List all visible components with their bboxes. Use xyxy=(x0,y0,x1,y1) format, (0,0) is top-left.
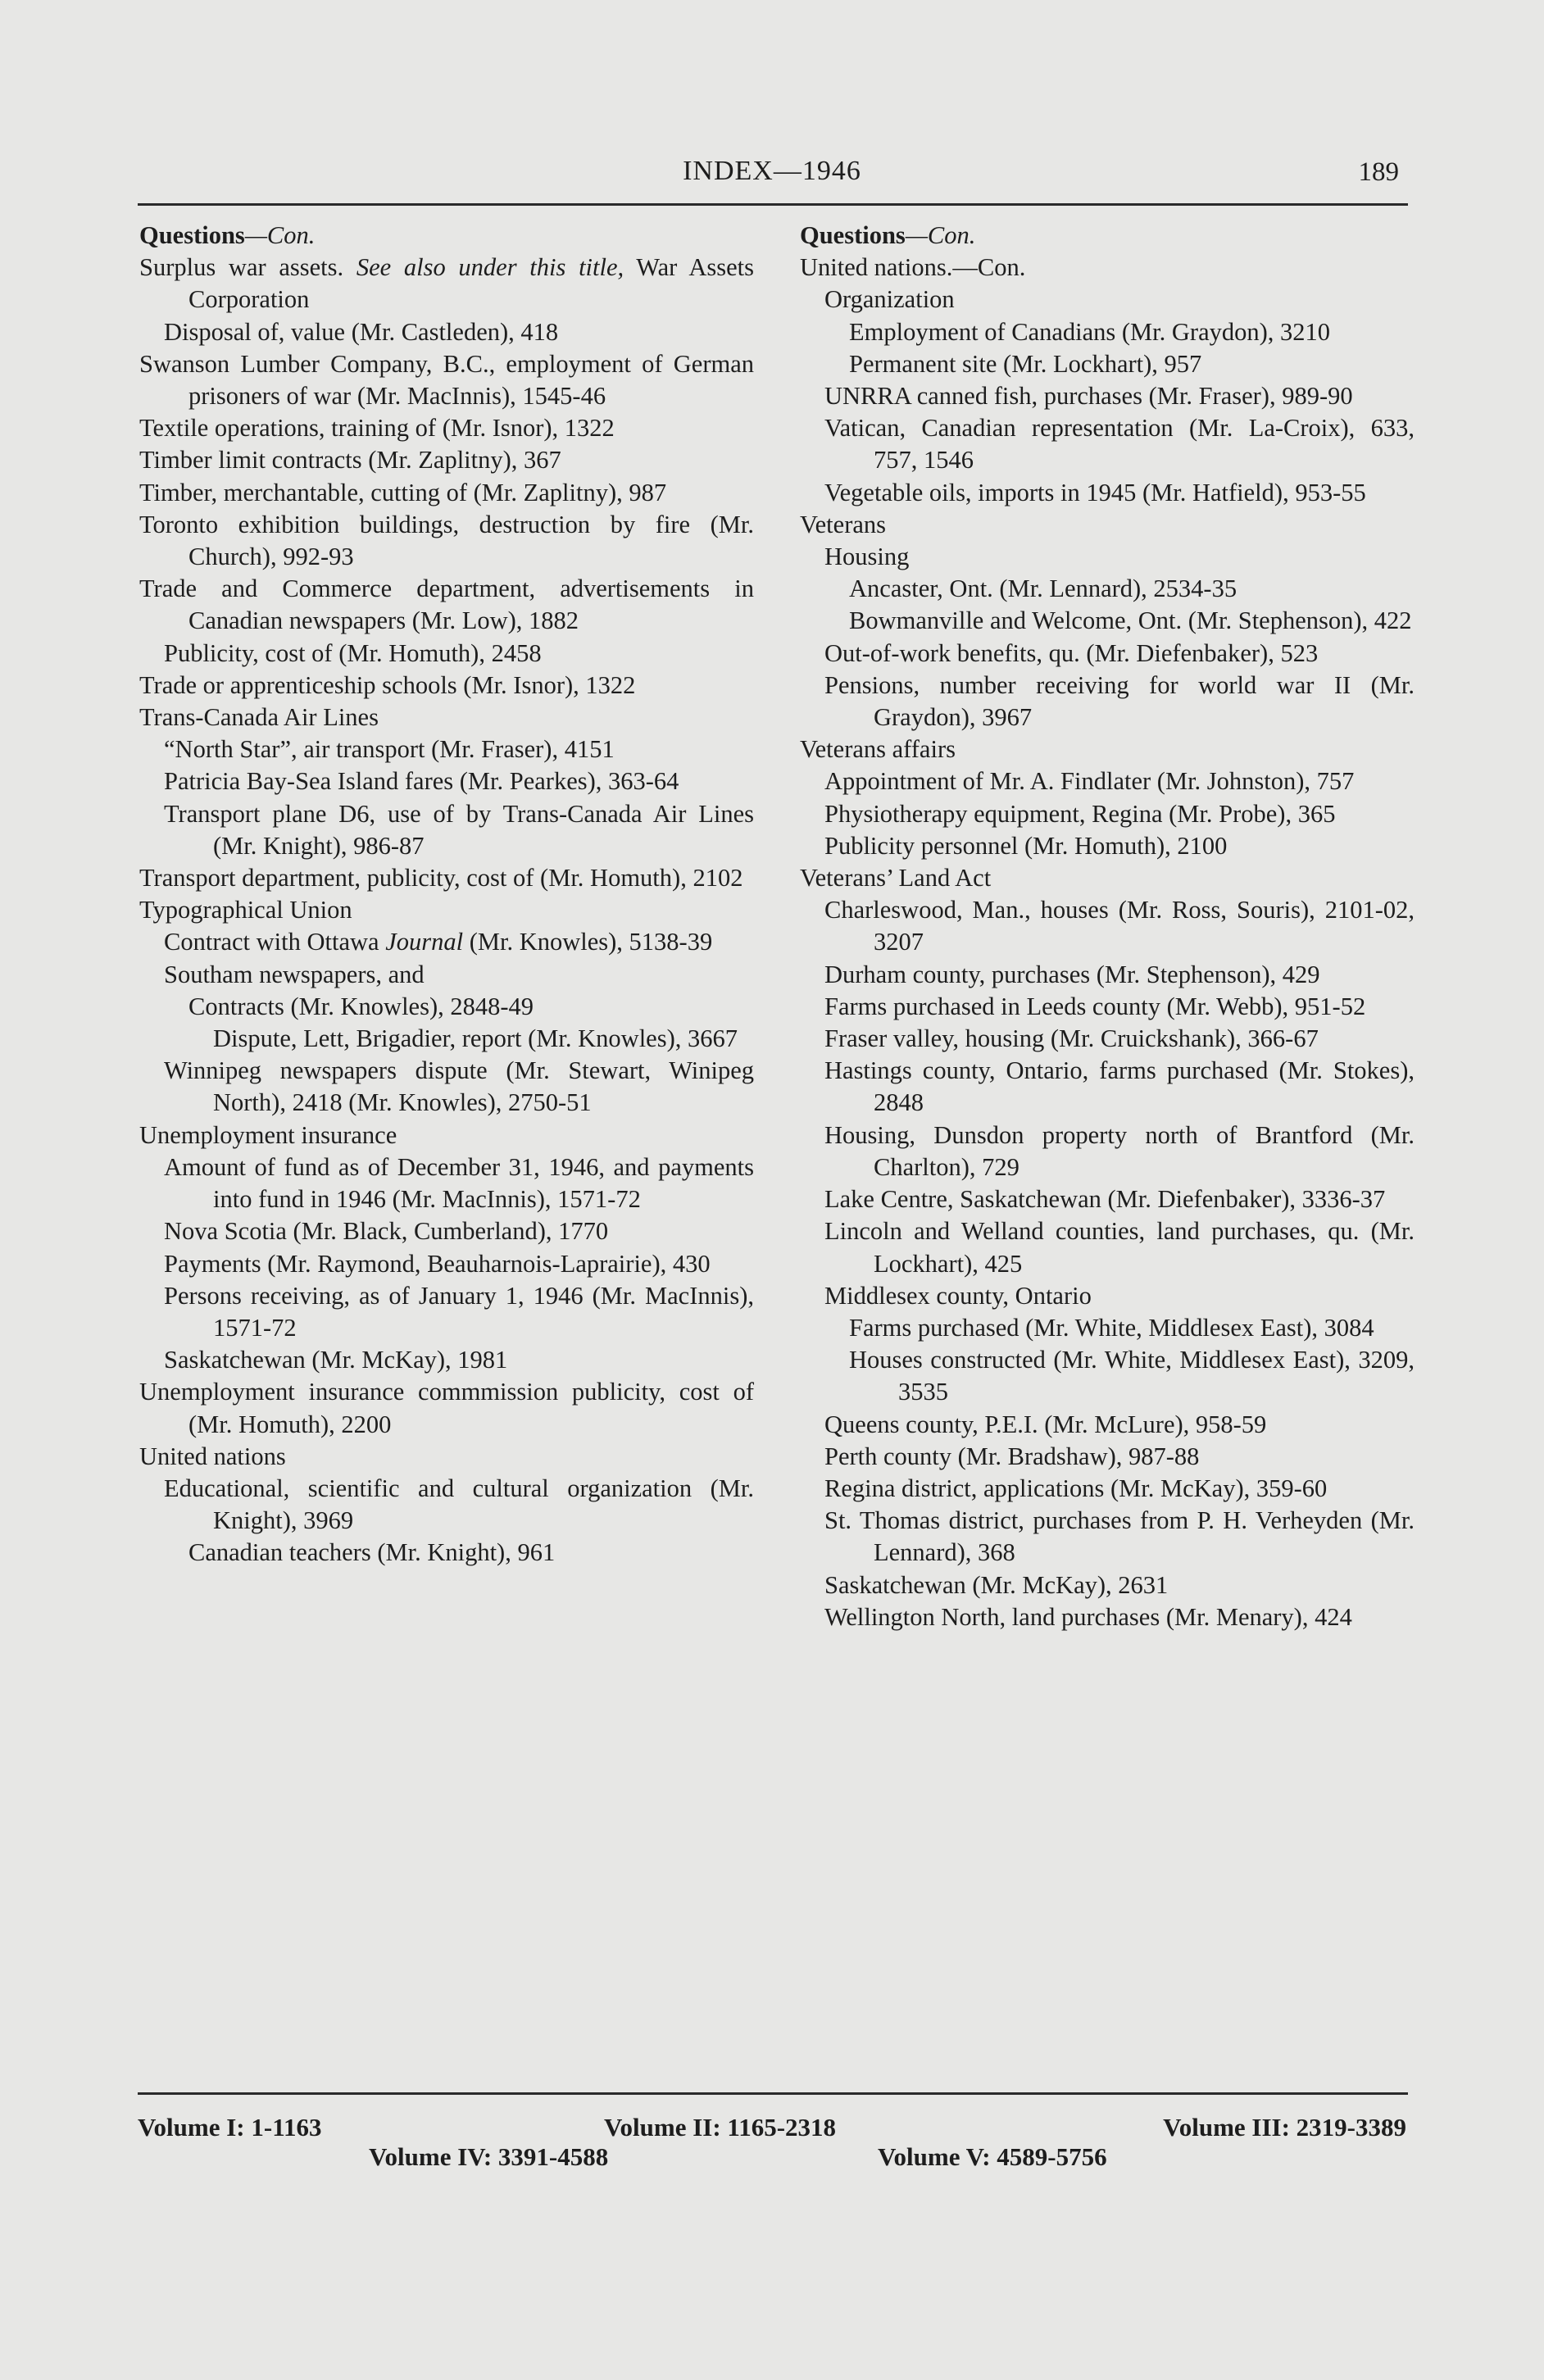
index-entry: Hastings county, Ontario, farms purchased (Mr. Stokes), 2848 xyxy=(824,1056,1415,1117)
index-entry: Disposal of, value (Mr. Castleden), 418 xyxy=(164,317,559,346)
index-entry: Publicity, cost of (Mr. Homuth), 2458 xyxy=(164,638,542,667)
index-entry: Winnipeg newspapers dispute (Mr. Stewart, Winipeg North), 2418 (Mr. Knowles), 2750-51 xyxy=(164,1056,754,1117)
index-entry: Trans-Canada Air Lines xyxy=(139,703,379,732)
footer-rule xyxy=(138,2092,1408,2095)
volume-range-4: Volume IV: 3391-4588 xyxy=(369,2142,609,2171)
index-entry: Dispute, Lett, Brigadier, report (Mr. Knowles), 3667 xyxy=(213,1024,738,1053)
volume-range-1: Volume I: 1-1163 xyxy=(138,2113,322,2142)
index-entry: Unemployment insurance commmission publicity, cost of (Mr. Homuth), 2200 xyxy=(139,1378,754,1438)
index-entry: Fraser valley, housing (Mr. Cruickshank), 366-67 xyxy=(824,1024,1319,1053)
index-entry: Farms purchased (Mr. White, Middlesex East), 3084 xyxy=(849,1313,1374,1342)
index-entry: Swanson Lumber Company, B.C., employment of German prisoners of war (Mr. MacInnis), 1545-46 xyxy=(139,349,754,411)
index-entry: Typographical Union xyxy=(139,896,352,924)
index-entry: Saskatchewan (Mr. McKay), 1981 xyxy=(164,1346,508,1374)
index-entry: Pensions, number receiving for world war II (Mr. Graydon), 3967 xyxy=(824,670,1415,732)
index-entry: Educational, scientific and cultural organization (Mr. Knight), 3969 xyxy=(164,1474,754,1535)
index-entry: UNRRA canned fish, purchases (Mr. Fraser), 989-90 xyxy=(824,382,1353,411)
index-entry: Textile operations, training of (Mr. Isnor), 1322 xyxy=(139,414,615,443)
index-entry: Charleswood, Man., houses (Mr. Ross, Souris), 2101-02, 3207 xyxy=(824,896,1415,956)
index-entry: Timber limit contracts (Mr. Zaplitny), 367 xyxy=(139,446,561,475)
index-entry: Saskatchewan (Mr. McKay), 2631 xyxy=(824,1570,1169,1599)
index-entry: Payments (Mr. Raymond, Beauharnois-Laprairie), 430 xyxy=(164,1249,711,1278)
index-entry: Middlesex county, Ontario xyxy=(824,1281,1092,1310)
volume-range-2: Volume II: 1165-2318 xyxy=(604,2113,837,2142)
index-entry: Transport department, publicity, cost of (Mr. Homuth), 2102 xyxy=(139,864,743,892)
index-entry: Transport plane D6, use of by Trans-Canada Air Lines (Mr. Knight), 986-87 xyxy=(164,799,754,860)
index-entry: Regina district, applications (Mr. McKay), 359-60 xyxy=(824,1474,1328,1502)
left-column-heading: Questions—Con. xyxy=(139,221,316,249)
index-entry: Contracts (Mr. Knowles), 2848-49 xyxy=(188,992,534,1020)
index-entry: Housing xyxy=(824,543,910,571)
index-entry: Out-of-work benefits, qu. (Mr. Diefenbaker), 523 xyxy=(824,638,1319,667)
right-column xyxy=(800,220,1415,1633)
right-column-heading: Questions—Con. xyxy=(800,221,976,249)
index-entry: Contract with Ottawa Journal (Mr. Knowles), 5138-39 xyxy=(164,928,713,956)
index-entry: St. Thomas district, purchases from P. H. Verheyden (Mr. Lennard), 368 xyxy=(824,1506,1415,1567)
index-entry: Queens county, P.E.I. (Mr. McLure), 958-59 xyxy=(824,1410,1267,1438)
index-entry: Durham county, purchases (Mr. Stephenson), 429 xyxy=(824,960,1320,988)
index-entry: Persons receiving, as of January 1, 1946 (Mr. MacInnis), 1571-72 xyxy=(164,1281,754,1342)
index-entry: Houses constructed (Mr. White, Middlesex East), 3209, 3535 xyxy=(849,1346,1415,1406)
index-entry: Timber, merchantable, cutting of (Mr. Zaplitny), 987 xyxy=(139,478,667,506)
index-entry: Publicity personnel (Mr. Homuth), 2100 xyxy=(824,831,1228,860)
index-entry: Lincoln and Welland counties, land purchases, qu. (Mr. Lockhart), 425 xyxy=(824,1217,1415,1278)
index-entry: Farms purchased in Leeds county (Mr. Webb), 951-52 xyxy=(824,992,1366,1020)
index-entry: Appointment of Mr. A. Findlater (Mr. Johnston), 757 xyxy=(824,767,1355,796)
right-entry-list xyxy=(800,252,1415,1633)
index-entry: Surplus war assets. See also under this title, War Assets Corporation xyxy=(139,253,755,314)
page-title: INDEX—1946 xyxy=(683,156,861,186)
index-entry: “North Star”, air transport (Mr. Fraser), 4151 xyxy=(164,735,615,764)
index-entry: Veterans xyxy=(800,510,887,538)
index-entry: Veterans affairs xyxy=(800,735,956,764)
page-number: 189 xyxy=(1358,157,1399,187)
index-entry: Vatican, Canadian representation (Mr. La-Croix), 633, 757, 1546 xyxy=(824,414,1415,475)
index-entry: Housing, Dunsdon property north of Brantford (Mr. Charlton), 729 xyxy=(824,1120,1415,1181)
volume-range-5: Volume V: 4589-5756 xyxy=(878,2142,1107,2171)
index-entry: Southam newspapers, and xyxy=(164,960,425,988)
index-entry: Ancaster, Ont. (Mr. Lennard), 2534-35 xyxy=(849,575,1237,603)
index-entry: Veterans’ Land Act xyxy=(800,864,992,892)
header-rule xyxy=(138,203,1408,206)
left-column xyxy=(139,220,754,1569)
index-entry: Bowmanville and Welcome, Ont. (Mr. Stephenson), 422 xyxy=(849,606,1412,635)
index-entry: Perth county (Mr. Bradshaw), 987-88 xyxy=(824,1442,1200,1470)
index-entry: Unemployment insurance xyxy=(139,1120,397,1149)
index-entry: Wellington North, land purchases (Mr. Menary), 424 xyxy=(824,1602,1352,1631)
index-entry: Permanent site (Mr. Lockhart), 957 xyxy=(849,349,1202,378)
index-entry: Patricia Bay-Sea Island fares (Mr. Pearkes), 363-64 xyxy=(164,767,679,796)
index-entry: United nations.—Con. xyxy=(800,253,1026,282)
index-entry: Employment of Canadians (Mr. Graydon), 3210 xyxy=(849,317,1331,346)
index-entry: Canadian teachers (Mr. Knight), 961 xyxy=(188,1538,556,1567)
index-entry: Toronto exhibition buildings, destruction by fire (Mr. Church), 992-93 xyxy=(139,510,754,571)
left-entry-list xyxy=(139,252,754,1569)
index-entry: United nations xyxy=(139,1442,286,1470)
volume-range-3: Volume III: 2319-3389 xyxy=(1163,2113,1406,2142)
index-entry: Nova Scotia (Mr. Black, Cumberland), 1770 xyxy=(164,1217,609,1246)
index-entry: Vegetable oils, imports in 1945 (Mr. Hatfield), 953-55 xyxy=(824,478,1366,506)
index-entry: Trade and Commerce department, advertisements in Canadian newspapers (Mr. Low), 1882 xyxy=(139,575,754,635)
index-entry: Organization xyxy=(824,285,955,314)
index-entry: Amount of fund as of December 31, 1946, and payments into fund in 1946 (Mr. MacInnis), 1571-72 xyxy=(164,1152,754,1214)
index-entry: Trade or apprenticeship schools (Mr. Isnor), 1322 xyxy=(139,670,636,699)
index-entry: Lake Centre, Saskatchewan (Mr. Diefenbaker), 3336-37 xyxy=(824,1185,1386,1214)
index-entry: Physiotherapy equipment, Regina (Mr. Probe), 365 xyxy=(824,799,1336,828)
